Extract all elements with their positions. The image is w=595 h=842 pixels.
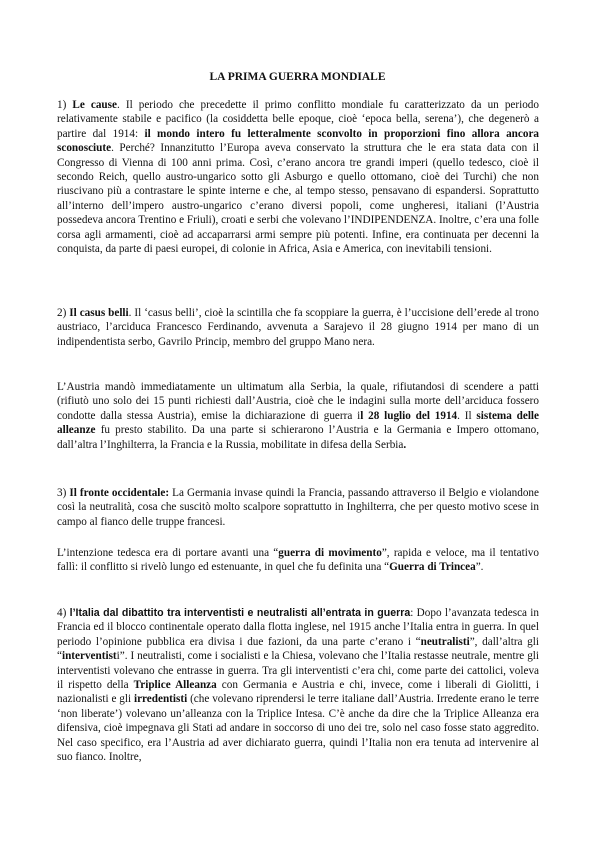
- paragraph-text: L’intenzione tedesca era di portare avanti una “: [57, 547, 279, 559]
- paragraph-text: ”.: [475, 561, 484, 574]
- paragraph-text: fu presto stabilito. Da una parte si schierarono l’Austria e la Germania e Impero ottomano, dall’altra l’Inghilterra, la Francia e la Russia, mobilitate in difesa della Serbia: [57, 424, 539, 451]
- section-number: 2): [57, 307, 67, 319]
- bold-phrase: l 28 luglio del 1914: [360, 409, 458, 422]
- section-heading: Il fronte occidentale:: [69, 487, 170, 499]
- paragraph-trench-war: [57, 546, 539, 575]
- bold-phrase: Guerra di Trincea: [389, 561, 476, 574]
- paragraph-text: ”, dall’altra gli “: [57, 635, 539, 663]
- paragraph-western-front: [57, 486, 539, 529]
- bold-phrase: irredentisti: [133, 693, 188, 706]
- paragraph-ultimatum: [57, 380, 539, 452]
- bold-phrase: sistema delle alleanze: [57, 409, 539, 437]
- section-heading: Il casus belli: [69, 307, 129, 319]
- document-title: LA PRIMA GUERRA MONDIALE: [209, 71, 386, 83]
- section-number: 4): [57, 607, 67, 619]
- paragraph-text: . Il: [457, 409, 477, 422]
- section-heading: Le cause: [72, 99, 117, 111]
- paragraph-text: (che volevano riprendersi le terre italiane dall’Austria. Irredente erano le terre ‘non liberate’) volevano un’alleanza con la Triplice Intesa. C’è anche da dire che la Triplice Alleanza era difensiva, cioè impegnava gli Stati ad andare in soccorso di uno dei tre, solo nel caso fosse stato aggredito. Nel caso specifico, era l’Austria ad aver dichiarato guerra, quindi l’Italia non era tenuta ad intervenire al suo fianco. Inoltre,: [57, 693, 539, 764]
- paragraph-text: . Perché? Innanzitutto l’Europa aveva conservato la struttura che le era stata data con il Congresso di Vienna di 100 anni prima. Così, c’erano ancora tre grandi imperi (quello tedesco, cioè il secondo Reich, quello austro-ungarico sotto gli Asburgo e quello ottomano, cioè dei Turchi) che non riuscivano più a contrastare le spinte interne e che, al tempo stesso, pensavano di espandersi. Soprattutto all’interno dell’impero austro-ungarico c’erano diversi popoli, come ungheresi, italiani (l’Austria possedeva ancora Trentino e Friuli), croati e serbi che volevano l’INDIPENDENZA. Inoltre, c’era una folle corsa agli armamenti, cioè ad accaparrarsi armi sempre più potenti. Infine, era continuata per decenni la conquista, da parte di paesi europei, di colonie in Africa, Asia e America, con inevitabili tensioni.: [57, 142, 539, 256]
- paragraph-text: . Il periodo che precedette il primo conflitto mondiale fu caratterizzato da un periodo relativamente stabile e pacifico (la cosiddetta belle epoque, cioè ‘epoca bella, serena’), che degenerò a partire dal 1914:: [57, 99, 539, 140]
- paragraph-text: i”. I neutralisti, come i socialisti e la Chiesa, volevano che l’Italia restasse neutrale, mentre gli interventisti volevano che entrasse in guerra. Tra gli interventisti c’era chi, come parte dei cattolici, voleva il rispetto della: [57, 650, 539, 692]
- paragraph-text: La Germania invase quindi la Francia, passando attraverso il Belgio e violandone così la neutralità, cosa che suscitò molto scalpore soprattutto in Inghilterra, che per questo motivo scese in campo al fianco delle truppe francesi.: [57, 487, 539, 528]
- paragraph-casus-belli: [57, 306, 539, 349]
- paragraph-italy: [57, 606, 539, 764]
- paragraph-text: . Il ‘casus belli’, cioè la scintilla che fa scoppiare la guerra, è l’uccisione dell’erede al trono austriaco, l’arciduca Francesco Ferdinando, avvenuta a Sarajevo il 28 giugno 1914 per mano di un indipendentista serbo, Gavrilo Princip, membro del gruppo Mano nera.: [57, 307, 539, 348]
- bold-phrase: .: [403, 438, 407, 451]
- paragraph-text: ”, rapida e veloce, ma il tentativo fallì: il conflitto si rivelò lungo ed estenuante, in quel che fu definita una “: [57, 547, 539, 574]
- section-heading: l’Italia dal dibattito tra interventisti e neutralisti all’entrata in guerra: [69, 607, 411, 619]
- paragraph-cause: [57, 98, 539, 256]
- bold-phrase: neutralisti: [420, 635, 470, 648]
- section-number: 1): [57, 99, 67, 111]
- paragraph-text: : Dopo l’avanzata tedesca in Francia ed il blocco continentale operato dalla flotta inglese, nel 1915 anche l’Italia entra in guerra. In quel periodo l’opinione pubblica era divisa i due fazioni, da una parte c’erano i “: [57, 607, 539, 648]
- paragraph-text: L’Austria mandò immediatamente un ultimatum alla Serbia, la quale, rifiutandosi di scendere a patti (rifiutò uno solo dei 15 punti richiesti dall’Austria, cioè che le indagini sulla morte dell’arciduca fossero condotte dalla stessa Austria), emise la dichiarazione di guerra i: [57, 381, 539, 422]
- bold-phrase: interventist: [61, 650, 117, 663]
- paragraph-text: con Germania e Austria e chi, invece, come i liberali di Giolitti, i nazionalisti e gli: [57, 679, 540, 706]
- bold-phrase: Triplice Alleanza: [133, 679, 217, 692]
- bold-phrase: il mondo intero fu letteralmente sconvolto in proporzioni fino allora ancora sconosciute: [57, 127, 540, 155]
- bold-phrase: guerra di movimento: [278, 547, 382, 559]
- section-number: 3): [57, 487, 67, 499]
